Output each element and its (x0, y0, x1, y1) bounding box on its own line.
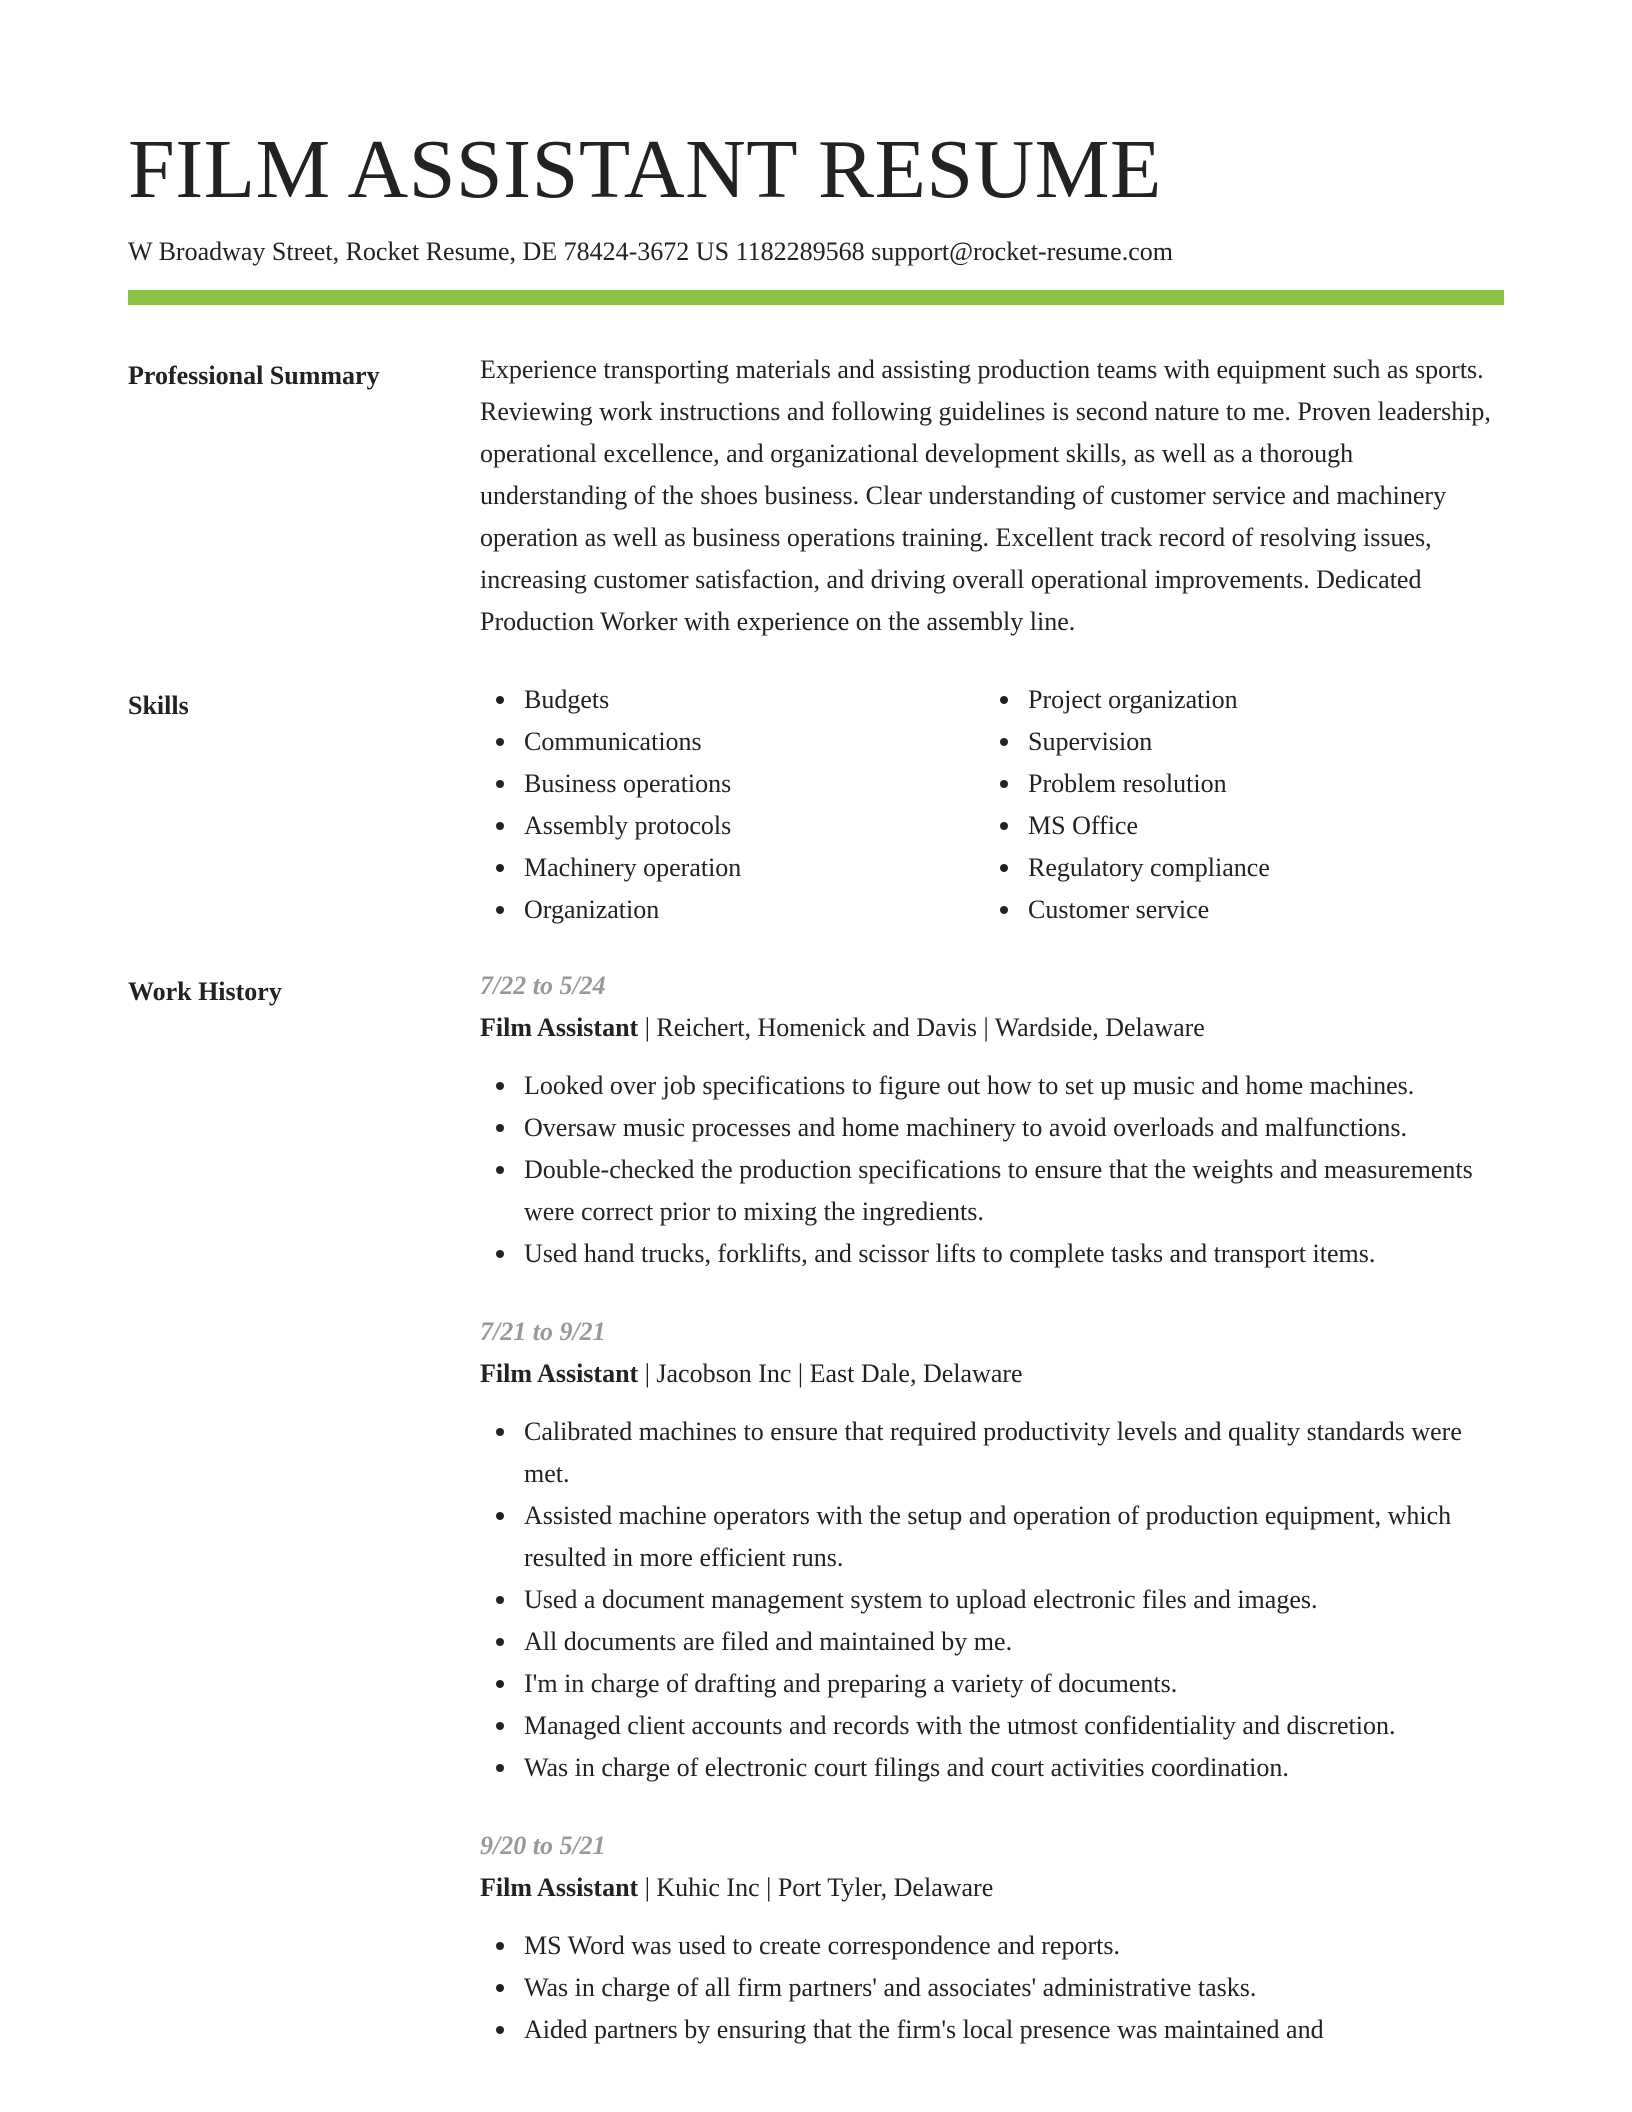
job-employer-location: | Kuhic Inc | Port Tyler, Delaware (638, 1873, 994, 1902)
skill-item: Customer service (1028, 889, 1488, 931)
job-bullet: Looked over job specifications to figure out how to set up music and home machines. (524, 1065, 1504, 1107)
skill-item: Assembly protocols (524, 805, 984, 847)
skill-item: Communications (524, 721, 984, 763)
job-bullet: Calibrated machines to ensure that required productivity levels and quality standards were met. (524, 1411, 1504, 1495)
job-bullets (480, 1065, 1504, 1275)
skill-item: MS Office (1028, 805, 1488, 847)
job-title-line (480, 1007, 1504, 1049)
job-title-line (480, 1353, 1504, 1395)
job-bullet: Aided partners by ensuring that the firm's local presence was maintained and (524, 2009, 1504, 2051)
job-dates: 7/21 to 9/21 (480, 1317, 606, 1346)
job-role: Film Assistant (480, 1359, 639, 1388)
section-label-work: Work History (128, 977, 282, 1006)
job-bullet: Was in charge of all firm partners' and associates' administrative tasks. (524, 1967, 1504, 2009)
summary-section (128, 355, 1504, 643)
section-label-skills: Skills (128, 691, 189, 720)
skills-column-right (984, 679, 1488, 931)
page-title: FILM ASSISTANT RESUME (128, 123, 1162, 216)
skill-item: Business operations (524, 763, 984, 805)
job-bullet: MS Word was used to create correspondence and reports. (524, 1925, 1504, 1967)
job-bullet: Oversaw music processes and home machinery to avoid overloads and malfunctions. (524, 1107, 1504, 1149)
job-bullet: Assisted machine operators with the setup and operation of production equipment, which resulted in more efficient runs. (524, 1495, 1504, 1579)
job-entry (480, 1311, 1504, 1789)
job-role: Film Assistant (480, 1013, 639, 1042)
job-bullet: Was in charge of electronic court filings and court activities coordination. (524, 1747, 1504, 1789)
skills-grid (480, 679, 1504, 931)
skill-item: Project organization (1028, 679, 1488, 721)
skill-item: Machinery operation (524, 847, 984, 889)
job-bullets (480, 1411, 1504, 1789)
skill-item: Regulatory compliance (1028, 847, 1488, 889)
summary-text: Experience transporting materials and assisting production teams with equipment such as sports. Reviewing work instructions and following guidelines is second nature to me. Proven leadership, operational excellence, and organizational development skills, as well as a thorough understanding of the shoes business. Clear understanding of customer service and machinery operation as well as business operations training. Excellent track record of resolving issues, increasing customer satisfaction, and driving overall operational improvements. Dedicated Production Worker with experience on the assembly line. (480, 355, 1491, 636)
skills-section (128, 685, 1504, 931)
job-bullets (480, 1925, 1504, 2051)
job-bullet: Used hand trucks, forklifts, and scissor lifts to complete tasks and transport items. (524, 1233, 1504, 1275)
work-history-section (128, 971, 1504, 2087)
job-entry (480, 965, 1504, 1275)
accent-divider (128, 290, 1504, 305)
section-label-summary: Professional Summary (128, 361, 380, 390)
skill-item: Organization (524, 889, 984, 931)
job-dates: 9/20 to 5/21 (480, 1831, 606, 1860)
job-bullet: Managed client accounts and records with the utmost confidentiality and discretion. (524, 1705, 1504, 1747)
job-bullet: Double-checked the production specifications to ensure that the weights and measurements were correct prior to mixing the ingredients. (524, 1149, 1504, 1233)
job-employer-location: | Reichert, Homenick and Davis | Wardside, Delaware (638, 1013, 1205, 1042)
skill-item: Budgets (524, 679, 984, 721)
resume-page (128, 0, 1504, 2087)
job-bullet: I'm in charge of drafting and preparing a variety of documents. (524, 1663, 1504, 1705)
contact-info: W Broadway Street, Rocket Resume, DE 78424-3672 US 1182289568 support@rocket-resume.com (128, 237, 1173, 266)
job-dates: 7/22 to 5/24 (480, 971, 606, 1000)
job-role: Film Assistant (480, 1873, 639, 1902)
job-bullet: Used a document management system to upload electronic files and images. (524, 1579, 1504, 1621)
job-bullet: All documents are filed and maintained by me. (524, 1621, 1504, 1663)
job-employer-location: | Jacobson Inc | East Dale, Delaware (638, 1359, 1023, 1388)
job-title-line (480, 1867, 1504, 1909)
skill-item: Supervision (1028, 721, 1488, 763)
skill-item: Problem resolution (1028, 763, 1488, 805)
skills-column-left (480, 679, 984, 931)
job-entry (480, 1825, 1504, 2051)
